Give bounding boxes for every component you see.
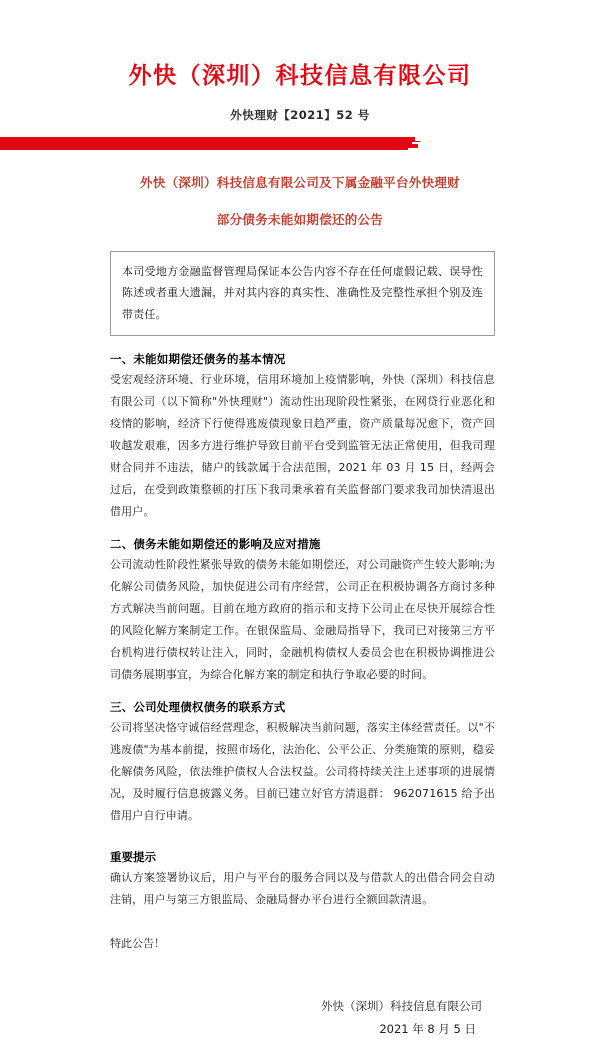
organization-title: 外快（深圳）科技信息有限公司 <box>128 63 472 89</box>
closing-statement: 特此公告！ <box>110 937 165 951</box>
divider-stripe <box>0 148 408 150</box>
document-body <box>110 336 495 951</box>
section-heading-2: 二、债务未能如期偿还的影响及应对措施 <box>110 537 321 552</box>
headline-line-1: 外快（深圳）科技信息有限公司及下属金融平台外快理财 <box>139 174 460 190</box>
headline-line-2: 部分债务未能如期偿还的公告 <box>216 211 384 227</box>
section-heading-1: 一、未能如期偿还债务的基本情况 <box>110 352 286 367</box>
section-body-3: 公司将坚决恪守诚信经营理念，积极解决当前问题，落实主体经营责任。以"不逃废债"为基本前提，按照市场化，法治化、公平公正、分类施策的原则，稳妥化解债务风险，依法维护债权人合法权益。公司将持续关注上述事项的进展情况，及时履行信息披露义务。目前已建立好官方清退群： 962071615 给予出借用户自行申请。 <box>110 721 495 823</box>
signature-organization: 外快（深圳）科技信息有限公司 <box>321 999 482 1014</box>
announcement-headline <box>0 173 600 230</box>
section-body-2: 公司流动性阶段性紧张导致的债务未能如期偿还，对公司融资产生较大影响;为化解公司债务风险，加快促进公司有序经营，公司正在积极协调各方商讨多种方式解决当前问题。目前在地方政府的指示和支持下公司止在尽快开展综合性的风险化解方案制定工作。在银保监局、金融局指导下，我司已对接第三方平台机构进行债权转让注入，同时，金融机构债权人委员会也在积极协调推进公司债务展期事宜，为综合化解方案的制定和执行争取必要的时间。 <box>110 558 495 682</box>
decorative-divider <box>0 137 600 153</box>
section-body-1: 受宏观经济环境、行业环境，信用环境加上疫情影响，外快（深圳）科技信息有限公司（以下简称"外快理财"）流动性出现阶段性紧张，在网贷行业恶化和疫情的影响，经济下行使得逃废债现象日趋严重，资产质量每况愈下，资产回收越发艰难，因多方进行维护导致目前平台受到监管无法正常使用，但我司理财合同并不违法，储户的钱款属于合法范围，2021 年 03 月 15 日，经两会过后，在受到政策整顿的打压下我司秉承着有关监督部门要求我司加快清退出借用户。 <box>110 373 495 519</box>
signature-block <box>0 995 482 1041</box>
document-number: 外快理财【2021】52 号 <box>230 107 370 122</box>
section-heading-3: 三、公司处理债权债务的联系方式 <box>110 700 286 715</box>
document-masthead <box>0 0 600 123</box>
signature-date: 2021 年 8 月 5 日 <box>379 1022 476 1037</box>
disclaimer-box: 本司受地方金融监督管理局保证本公告内容不存在任何虚假记载、误导性陈述或者重大遗漏，并对其内容的真实性、准确性及完整性承担个别及连带责任。 <box>110 251 495 336</box>
important-notice-body: 确认方案签署协议后，用户与平台的服务合同以及与借款人的出借合同会自动注销，用户与第三方银监局、金融局督办平台进行全额回款清退。 <box>110 871 495 907</box>
important-notice-heading: 重要提示 <box>110 850 156 865</box>
